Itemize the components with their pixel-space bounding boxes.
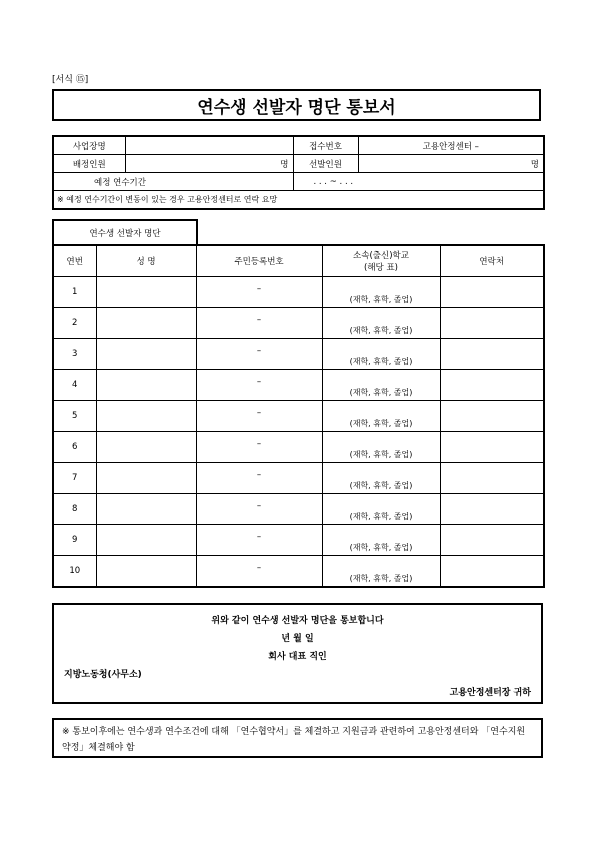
row-no: 1	[53, 277, 96, 308]
id-cell[interactable]: –	[196, 556, 322, 588]
id-cell[interactable]: –	[196, 370, 322, 401]
notice-text: 위와 같이 연수생 선발자 명단을 통보합니다	[211, 616, 384, 626]
name-cell[interactable]	[96, 494, 196, 525]
school-cell[interactable]: (재학, 휴학, 졸업)	[322, 494, 440, 525]
notice-addressee: 고용안정센터장 귀하	[449, 688, 531, 698]
name-cell[interactable]	[96, 401, 196, 432]
period-note: ※ 예정 연수기간이 변동이 있는 경우 고용안정센터로 연락 요망	[53, 191, 544, 210]
notice-box	[52, 603, 543, 704]
table-row	[53, 339, 544, 370]
name-cell[interactable]	[96, 432, 196, 463]
contact-cell[interactable]	[440, 370, 544, 401]
notice-office: 지방노동청(사무소)	[64, 670, 142, 680]
selected-field[interactable]: 명	[358, 155, 544, 173]
table-row	[53, 525, 544, 556]
company-label: 사업장명	[53, 136, 125, 155]
name-cell[interactable]	[96, 463, 196, 494]
name-cell[interactable]	[96, 339, 196, 370]
table-row	[53, 556, 544, 588]
contact-cell[interactable]	[440, 432, 544, 463]
row-no: 6	[53, 432, 96, 463]
name-cell[interactable]	[96, 525, 196, 556]
contact-cell[interactable]	[440, 308, 544, 339]
contact-cell[interactable]	[440, 556, 544, 588]
receipt-field[interactable]: 고용안정센터 –	[358, 136, 544, 155]
id-cell[interactable]: –	[196, 339, 322, 370]
form-id: [서식 ⑮]	[52, 75, 89, 85]
school-cell[interactable]: (재학, 휴학, 졸업)	[322, 339, 440, 370]
contact-cell[interactable]	[440, 339, 544, 370]
school-cell[interactable]: (재학, 휴학, 졸업)	[322, 401, 440, 432]
name-cell[interactable]	[96, 277, 196, 308]
contact-cell[interactable]	[440, 463, 544, 494]
school-cell[interactable]: (재학, 휴학, 졸업)	[322, 556, 440, 588]
table-row	[53, 463, 544, 494]
school-cell[interactable]: (재학, 휴학, 졸업)	[322, 370, 440, 401]
col-no: 연번	[53, 245, 96, 277]
footnote: ※ 통보이후에는 연수생과 연수조건에 대해 「연수협약서」를 체결하고 지원금과 관련하여 고용안정센터와 「연수지원약정」체결해야 함	[52, 718, 543, 758]
col-name: 성 명	[96, 245, 196, 277]
page-title: 연수생 선발자 명단 통보서	[52, 89, 541, 121]
id-cell[interactable]: –	[196, 525, 322, 556]
notice-signer: 회사 대표 직인	[268, 652, 327, 662]
col-id: 주민등록번호	[196, 245, 322, 277]
period-label: 예정 연수기간	[53, 173, 293, 191]
contact-cell[interactable]	[440, 525, 544, 556]
contact-cell[interactable]	[440, 401, 544, 432]
table-row	[53, 432, 544, 463]
id-cell[interactable]: –	[196, 494, 322, 525]
row-no: 5	[53, 401, 96, 432]
row-no: 8	[53, 494, 96, 525]
name-cell[interactable]	[96, 370, 196, 401]
list-tab: 연수생 선발자 명단	[52, 219, 198, 245]
table-row	[53, 401, 544, 432]
table-row	[53, 308, 544, 339]
period-field[interactable]: . . . ~ . . .	[293, 173, 544, 191]
contact-cell[interactable]	[440, 494, 544, 525]
table-row	[53, 277, 544, 308]
company-field[interactable]	[125, 136, 293, 155]
school-cell[interactable]: (재학, 휴학, 졸업)	[322, 277, 440, 308]
contact-cell[interactable]	[440, 277, 544, 308]
selectee-table	[52, 244, 545, 588]
col-contact: 연락처	[440, 245, 544, 277]
table-row	[53, 370, 544, 401]
row-no: 2	[53, 308, 96, 339]
row-no: 4	[53, 370, 96, 401]
id-cell[interactable]: –	[196, 463, 322, 494]
school-cell[interactable]: (재학, 휴학, 졸업)	[322, 308, 440, 339]
id-cell[interactable]: –	[196, 308, 322, 339]
col-school: 소속(출신)학교 (해당 표)	[322, 245, 440, 277]
row-no: 9	[53, 525, 96, 556]
id-cell[interactable]: –	[196, 277, 322, 308]
row-no: 7	[53, 463, 96, 494]
id-cell[interactable]: –	[196, 401, 322, 432]
selected-label: 선발인원	[293, 155, 358, 173]
receipt-label: 접수번호	[293, 136, 358, 155]
name-cell[interactable]	[96, 308, 196, 339]
assigned-field[interactable]: 명	[125, 155, 293, 173]
table-row	[53, 494, 544, 525]
school-cell[interactable]: (재학, 휴학, 졸업)	[322, 525, 440, 556]
id-cell[interactable]: –	[196, 432, 322, 463]
info-table	[52, 135, 545, 210]
school-cell[interactable]: (재학, 휴학, 졸업)	[322, 463, 440, 494]
row-no: 3	[53, 339, 96, 370]
assigned-label: 배정인원	[53, 155, 125, 173]
school-cell[interactable]: (재학, 휴학, 졸업)	[322, 432, 440, 463]
notice-date: 년 월 일	[281, 634, 314, 644]
name-cell[interactable]	[96, 556, 196, 588]
row-no: 10	[53, 556, 96, 588]
